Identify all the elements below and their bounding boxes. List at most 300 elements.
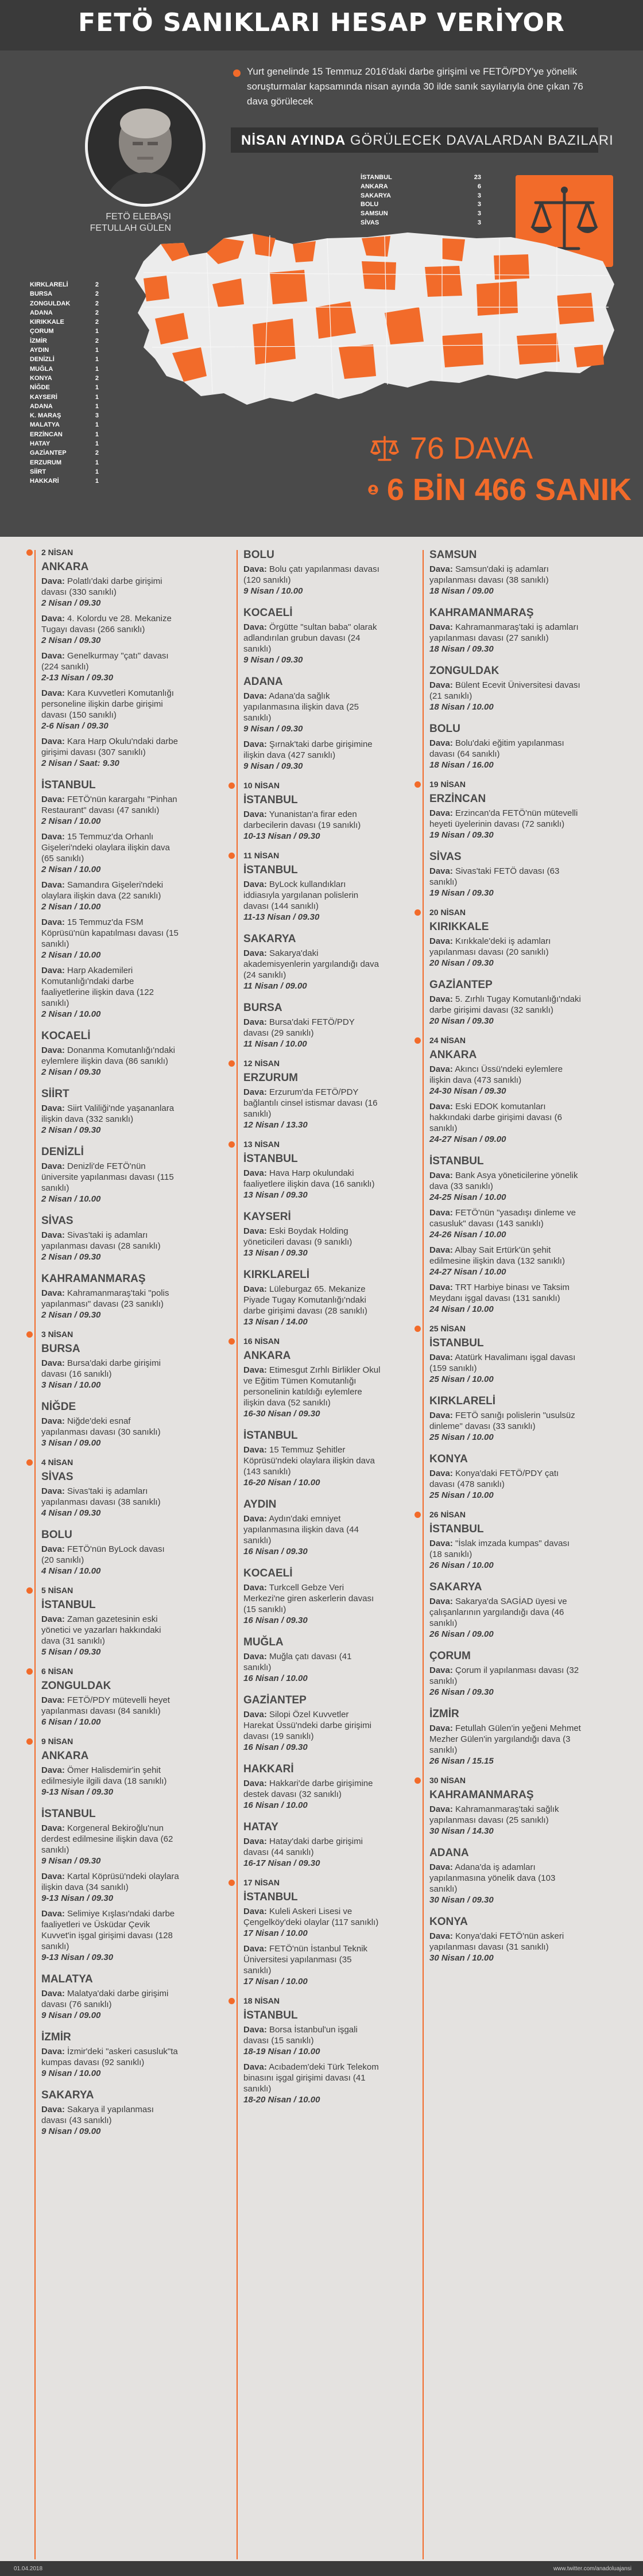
case-description: FETÖ'nün ByLock davası (20 sanıklı) <box>41 1544 165 1565</box>
case-description: FETÖ'nün "yasadışı dinleme ve casusluk" davası (143 sanıklı) <box>429 1208 576 1229</box>
city-heading: KONYA <box>429 1916 468 1928</box>
case-schedule: 26 Nisan / 09.00 <box>429 1629 494 1639</box>
case-label: Dava: <box>243 1168 267 1178</box>
city-block <box>41 1144 179 1204</box>
province-row <box>30 402 99 411</box>
date-heading <box>429 1323 581 1335</box>
case-description: Etimesgut Zırhlı Birlikler Okul ve Eğitim Tümen Komutanlığı personelinin katıldığı eylemlere ilişkin dava (52 sanıklı) <box>243 1365 381 1408</box>
case-count: 76 DAVA <box>410 431 533 466</box>
city-block <box>429 1509 581 1571</box>
case-label: Dava: <box>429 1411 453 1420</box>
case-schedule: 4 Nisan / 09.30 <box>41 1508 101 1518</box>
date-text: 13 NİSAN <box>243 1140 280 1149</box>
case-description: Albay Sait Ertürk'ün şehit edilmesine ilişkin dava (132 sanıklı) <box>429 1245 565 1266</box>
case-label: Dava: <box>429 1064 453 1074</box>
city-block <box>41 1806 179 1963</box>
case-label: Dava: <box>243 2062 267 2072</box>
date-text: 24 NİSAN <box>429 1036 466 1045</box>
case-description: 15 Temmuz'da FSM Köprüsü'nün kapatılması davası (15 sanıklı) <box>41 917 179 949</box>
case-schedule: 9-13 Nisan / 09.30 <box>41 1787 114 1797</box>
city-heading: BOLU <box>243 549 274 561</box>
province-count: 1 <box>95 356 99 363</box>
case-schedule: 2 Nisan / 09.30 <box>41 636 101 645</box>
case-description: Siirt Valiliği'nde yaşananlara ilişkin dava (332 sanıklı) <box>41 1103 175 1124</box>
city-block <box>429 605 581 654</box>
province-row <box>30 327 99 336</box>
case-label: Dava: <box>243 1445 267 1455</box>
city-block <box>429 1323 581 1385</box>
city-heading: SİVAS <box>41 1215 73 1227</box>
timeline-dot-icon <box>26 1331 33 1338</box>
case-description: Hakkari'de darbe girişimine destek davası (32 sanıklı) <box>243 1779 373 1799</box>
case-description: İzmir'deki "askeri casusluk"ta kumpas davası (92 sanıklı) <box>41 2047 178 2067</box>
case-description: Sivas'taki iş adamları yapılanması davası (28 sanıklı) <box>41 1230 161 1251</box>
case-description: Sivas'taki FETÖ davası (63 sanıklı) <box>429 866 560 887</box>
province-count: 3 <box>477 192 481 199</box>
date-heading <box>429 907 581 919</box>
case-entry <box>429 1468 581 1501</box>
city-heading: AYDIN <box>243 1498 277 1510</box>
case-description: Yunanistan'a firar eden darbecilerin davası (19 sanıklı) <box>243 809 361 830</box>
case-schedule: 2-13 Nisan / 09.30 <box>41 673 114 683</box>
case-description: Donanma Komutanlığı'ndaki eylemlere ilişkin dava (86 sanıklı) <box>41 1045 176 1066</box>
case-schedule: 2 Nisan / 10.00 <box>41 950 101 960</box>
case-schedule: 11-13 Nisan / 09.30 <box>243 912 320 922</box>
case-entry <box>41 1045 179 1078</box>
case-schedule: 19 Nisan / 09.30 <box>429 830 494 840</box>
city-block <box>429 663 581 712</box>
city-heading: SİVAS <box>429 851 462 863</box>
city-heading: SAKARYA <box>41 2089 94 2101</box>
province-name: SİİRT <box>30 468 47 475</box>
case-description: Turkcell Gebze Veri Merkezi'ne giren askerlerin davası (15 sanıklı) <box>243 1583 374 1614</box>
case-entry <box>429 1170 581 1203</box>
case-description: Bolu'daki eğitim yapılanması davası (64 sanıklı) <box>429 738 564 759</box>
case-label: Dava: <box>41 1989 65 1998</box>
timeline-line-3 <box>423 550 424 2559</box>
case-label: Dava: <box>41 832 65 842</box>
province-row <box>30 346 99 355</box>
case-description: Örgütte "sultan baba" olarak adlandırılan grubun davası (24 sanıklı) <box>243 622 377 654</box>
timeline-dot-icon <box>26 1587 33 1594</box>
case-description: FETÖ/PDY mütevelli heyet yapılanması davası (84 sanıklı) <box>41 1695 170 1716</box>
province-row <box>30 308 99 317</box>
city-block <box>243 1995 381 2105</box>
case-entry <box>41 1765 179 1798</box>
case-description: Bank Asya yöneticilerine yönelik dava (33 sanıklı) <box>429 1171 578 1191</box>
date-text: 25 NİSAN <box>429 1324 466 1333</box>
case-label: Dava: <box>41 1614 65 1624</box>
case-entry <box>243 1778 381 1811</box>
case-schedule: 26 Nisan / 10.00 <box>429 1560 494 1570</box>
case-entry <box>429 738 581 770</box>
page-title: FETÖ SANIKLARI HESAP VERİYOR <box>78 8 565 37</box>
case-label: Dava: <box>429 1931 453 1941</box>
case-schedule: 18-19 Nisan / 10.00 <box>243 2047 320 2056</box>
province-row <box>30 430 99 439</box>
city-block <box>243 1761 381 1811</box>
date-text: 10 NİSAN <box>243 781 280 790</box>
city-heading: ADANA <box>429 1847 469 1859</box>
province-count: 3 <box>477 219 481 226</box>
timeline-dot-icon <box>415 909 421 916</box>
case-label: Dava: <box>41 737 65 746</box>
case-label: Dava: <box>429 680 453 690</box>
case-entry <box>41 688 179 731</box>
case-label: Dava: <box>41 1288 65 1298</box>
case-description: Samandıra Gişeleri'ndeki olaylara ilişkin dava (22 sanıklı) <box>41 880 164 901</box>
city-heading: KOCAELİ <box>243 607 293 619</box>
date-heading <box>429 1775 581 1787</box>
city-heading: ÇORUM <box>429 1650 471 1662</box>
city-block <box>243 931 381 991</box>
case-entry <box>41 880 179 912</box>
case-description: 15 Temmuz Şehitler Köprüsü'ndeki olaylara ilişkin dava (143 sanıklı) <box>243 1445 375 1477</box>
case-schedule: 30 Nisan / 09.30 <box>429 1895 494 1905</box>
intro-text: Yurt genelinde 15 Temmuz 2016'daki darbe girişimi ve FETÖ/PDY'ye yönelik soruşturmalar kapsamında nisan ayında 30 ilde sanık sayılarıyla öne çıkan 76 dava görülecek <box>247 66 583 107</box>
case-label: Dava: <box>41 966 65 975</box>
case-entry <box>41 917 179 960</box>
case-description: Ömer Halisdemir'in şehit edilmesiyle ilgili dava (18 sanıklı) <box>41 1765 167 1786</box>
case-schedule: 25 Nisan / 10.00 <box>429 1374 494 1384</box>
case-description: Erzurum'da FETÖ/PDY bağlantılı cinsel istismar davası (16 sanıklı) <box>243 1087 378 1119</box>
case-schedule: 2 Nisan / 09.30 <box>41 1067 101 1077</box>
province-row <box>30 467 99 477</box>
province-row <box>30 336 99 346</box>
case-entry <box>41 613 179 646</box>
case-entry <box>41 1358 179 1390</box>
case-schedule: 13 Nisan / 09.30 <box>243 1248 308 1258</box>
timeline-dot-icon <box>228 853 235 859</box>
city-block <box>429 547 581 596</box>
timeline-line-2 <box>237 550 238 2559</box>
case-label: Dava: <box>429 1283 453 1292</box>
case-label: Dava: <box>429 738 453 748</box>
city-heading: MUĞLA <box>243 1636 284 1648</box>
province-row <box>30 317 99 327</box>
date-heading <box>41 1736 179 1748</box>
case-entry <box>429 680 581 712</box>
case-entry <box>41 1614 179 1657</box>
timeline-dot-icon <box>228 1141 235 1148</box>
case-schedule: 9 Nisan / 10.00 <box>243 586 303 596</box>
case-entry <box>429 1410 581 1443</box>
date-text: 11 NİSAN <box>243 851 280 860</box>
city-heading: ERZİNCAN <box>429 793 486 805</box>
case-schedule: 24-27 Nisan / 10.00 <box>429 1267 506 1277</box>
case-schedule: 24 Nisan / 10.00 <box>429 1304 494 1314</box>
city-heading: İZMİR <box>41 2031 71 2043</box>
city-heading: SAKARYA <box>243 933 296 945</box>
date-heading <box>41 1665 179 1678</box>
city-block <box>429 1913 581 1963</box>
date-text: 4 NİSAN <box>41 1458 73 1467</box>
date-heading <box>243 1877 381 1889</box>
date-text: 19 NİSAN <box>429 780 466 789</box>
case-entry <box>429 1862 581 1905</box>
case-entry <box>41 650 179 683</box>
city-heading: ANKARA <box>429 1049 477 1061</box>
case-entry <box>243 1709 381 1753</box>
city-heading: ZONGULDAK <box>429 665 499 677</box>
city-block <box>243 1427 381 1488</box>
case-label: Dava: <box>41 1416 65 1426</box>
case-schedule: 2 Nisan / 09.30 <box>41 598 101 608</box>
province-name: KONYA <box>30 374 52 382</box>
case-label: Dava: <box>243 1652 267 1661</box>
case-label: Dava: <box>41 917 65 927</box>
city-block <box>243 1565 381 1626</box>
province-name: SİVAS <box>361 219 379 226</box>
case-schedule: 18 Nisan / 16.00 <box>429 760 494 770</box>
city-block <box>429 1775 581 1837</box>
province-name: ADANA <box>30 309 53 316</box>
case-label: Dava: <box>243 1365 267 1375</box>
leader-caption-line2: FETULLAH GÜLEN <box>90 223 171 233</box>
city-block <box>243 1138 381 1200</box>
case-description: Bursa'daki darbe girişimi davası (16 sanıklı) <box>41 1358 161 1379</box>
bullet-icon <box>233 69 241 77</box>
city-heading: SİİRT <box>41 1088 69 1100</box>
case-label: Dava: <box>243 1514 267 1524</box>
case-schedule: 16-30 Nisan / 09.30 <box>243 1409 320 1419</box>
timeline-dot-icon <box>228 1998 235 2004</box>
case-schedule: 26 Nisan / 09.30 <box>429 1687 494 1697</box>
case-entry <box>429 936 581 969</box>
top-province-list <box>361 173 481 228</box>
city-heading: SAKARYA <box>429 1581 482 1593</box>
city-heading: İSTANBUL <box>243 1153 298 1165</box>
case-schedule: 2 Nisan / 10.00 <box>41 902 101 912</box>
case-description: Harp Akademileri Komutanlığı'ndaki darbe faaliyetlerine ilişkin dava (122 sanıklı) <box>41 966 154 1008</box>
case-entry <box>41 2046 179 2079</box>
city-block <box>429 907 581 969</box>
timeline-dot-icon <box>415 1326 421 1332</box>
case-entry <box>41 965 179 1020</box>
case-description: "İslak imzada kumpas" davası (18 sanıklı) <box>429 1539 570 1559</box>
city-heading: HAKKARİ <box>243 1763 294 1775</box>
case-entry <box>243 1444 381 1488</box>
case-label: Dava: <box>41 1872 65 1881</box>
case-entry <box>243 1168 381 1200</box>
city-heading: HATAY <box>243 1821 278 1833</box>
case-description: Polatlı'daki darbe girişimi davası (330 sanıklı) <box>41 576 162 597</box>
city-block <box>243 605 381 665</box>
province-row <box>30 383 99 392</box>
city-block <box>41 1665 179 1727</box>
case-label: Dava: <box>243 1087 267 1097</box>
case-description: Konya'daki FETÖ'nün askeri yapılanması davası (31 sanıklı) <box>429 1931 564 1952</box>
date-heading <box>243 1057 381 1070</box>
case-label: Dava: <box>243 2025 267 2035</box>
case-description: Kahramanmaraş'taki sağlık yapılanması davası (25 sanıklı) <box>429 1804 559 1825</box>
case-entry <box>429 808 581 840</box>
case-schedule: 16 Nisan / 10.00 <box>243 1800 308 1810</box>
city-block <box>41 1736 179 1798</box>
case-label: Dava: <box>429 1862 453 1872</box>
defendant-count-row <box>367 472 632 508</box>
case-description: Akıncı Üssü'ndeki eylemlere ilişkin dava (473 sanıklı) <box>429 1064 563 1085</box>
province-name: KAYSERİ <box>30 393 57 401</box>
date-text: 12 NİSAN <box>243 1059 280 1068</box>
case-entry <box>243 739 381 772</box>
case-label: Dava: <box>243 1944 267 1954</box>
case-schedule: 19 Nisan / 09.30 <box>429 888 494 898</box>
case-label: Dava: <box>429 1469 453 1478</box>
case-schedule: 9 Nisan / 09.30 <box>243 655 303 665</box>
case-description: Kahramanmaraş'taki "polis yapılanması" davası (23 sanıklı) <box>41 1288 169 1309</box>
case-label: Dava: <box>243 739 267 749</box>
city-heading: İSTANBUL <box>429 1523 484 1535</box>
date-heading <box>429 1509 581 1521</box>
case-entry <box>243 2062 381 2105</box>
leader-caption-line1: FETÖ ELEBAŞI <box>106 212 171 222</box>
case-schedule: 30 Nisan / 14.30 <box>429 1826 494 1836</box>
case-label: Dava: <box>429 1208 453 1218</box>
province-row <box>361 183 481 192</box>
case-schedule: 17 Nisan / 10.00 <box>243 1977 308 1986</box>
province-name: HATAY <box>30 440 51 448</box>
case-entry <box>429 1282 581 1315</box>
timeline-column-2 <box>243 547 381 2105</box>
case-label: Dava: <box>429 1171 453 1180</box>
city-block <box>243 1692 381 1753</box>
case-label: Dava: <box>243 880 267 889</box>
city-heading: SİVAS <box>41 1471 73 1483</box>
province-count: 1 <box>95 431 99 438</box>
timeline-column-1 <box>41 547 179 2137</box>
case-schedule: 9-13 Nisan / 09.30 <box>41 1953 114 1962</box>
case-label: Dava: <box>41 651 65 661</box>
case-entry <box>243 564 381 596</box>
case-label: Dava: <box>243 622 267 632</box>
case-label: Dava: <box>243 564 267 574</box>
case-entry <box>243 948 381 991</box>
case-entry <box>41 1416 179 1448</box>
case-entry <box>41 1161 179 1204</box>
person-icon <box>367 474 379 506</box>
footer-link: www.twitter.com/anadoluajansi <box>553 2566 632 2572</box>
case-schedule: 20 Nisan / 09.30 <box>429 1016 494 1026</box>
turkey-map <box>121 221 620 439</box>
province-count: 2 <box>95 309 99 316</box>
case-label: Dava: <box>429 1102 453 1111</box>
case-description: Muğla çatı davası (41 sanıklı) <box>243 1652 352 1672</box>
case-entry <box>429 1064 581 1097</box>
case-schedule: 30 Nisan / 10.00 <box>429 1953 494 1963</box>
case-entry <box>243 1087 381 1130</box>
case-description: Çorum il yapılanması davası (32 sanıklı) <box>429 1665 579 1686</box>
case-entry <box>243 1943 381 1987</box>
case-description: Eski EDOK komutanları hakkındaki darbe girişimi davası (6 sanıklı) <box>429 1102 562 1133</box>
case-entry <box>243 809 381 842</box>
date-text: 26 NİSAN <box>429 1510 466 1519</box>
case-schedule: 2 Nisan / Saat: 9.30 <box>41 758 119 768</box>
city-block <box>41 1270 179 1320</box>
province-row <box>30 299 99 308</box>
case-schedule: 24-30 Nisan / 09.30 <box>429 1086 506 1096</box>
city-block <box>243 1208 381 1258</box>
case-label: Dava: <box>243 1226 267 1236</box>
case-description: Bursa'daki FETÖ/PDY davası (29 sanıklı) <box>243 1017 355 1038</box>
province-count: 2 <box>95 374 99 382</box>
case-entry <box>41 1988 179 2021</box>
case-label: Dava: <box>429 1723 453 1733</box>
case-description: Kuleli Askeri Lisesi ve Çengelköy'deki olaylar (117 sanıklı) <box>243 1907 379 1927</box>
subtitle <box>241 133 614 149</box>
case-label: Dava: <box>243 948 267 958</box>
case-schedule: 20 Nisan / 09.30 <box>429 958 494 968</box>
case-description: 5. Zırhlı Tugay Komutanlığı'ndaki darbe girişimi davası (32 sanıklı) <box>429 994 581 1015</box>
province-name: ZONGULDAK <box>30 300 71 307</box>
case-entry <box>243 1284 381 1327</box>
province-row <box>30 374 99 383</box>
province-count: 1 <box>95 440 99 448</box>
case-label: Dava: <box>429 1353 453 1362</box>
city-block <box>41 1585 179 1657</box>
case-label: Dava: <box>243 809 267 819</box>
timeline-dot-icon <box>415 1512 421 1518</box>
case-schedule: 9 Nisan / 09.00 <box>41 2126 101 2136</box>
case-label: Dava: <box>41 614 65 623</box>
city-block <box>429 1579 581 1640</box>
case-schedule: 16 Nisan / 10.00 <box>243 1674 308 1683</box>
case-description: Sakarya'da SAGİAD üyesi ve çalışanlarının yargılandığı dava (46 sanıklı) <box>429 1597 567 1628</box>
case-description: Sakarya il yapılanması davası (43 sanıklı) <box>41 2105 154 2125</box>
date-text: 20 NİSAN <box>429 908 466 917</box>
case-entry <box>429 1245 581 1277</box>
case-label: Dava: <box>429 622 453 632</box>
province-count: 2 <box>95 281 99 288</box>
portrait-image <box>88 89 203 204</box>
case-entry <box>243 2024 381 2057</box>
case-description: Bülent Ecevit Üniversitesi davası (21 sanıklı) <box>429 680 580 701</box>
case-entry <box>41 1871 179 1904</box>
case-label: Dava: <box>429 1539 453 1548</box>
case-label: Dava: <box>429 994 453 1004</box>
case-schedule: 10-13 Nisan / 09.30 <box>243 831 320 841</box>
province-count: 1 <box>95 328 99 335</box>
province-count: 1 <box>95 478 99 485</box>
province-count: 2 <box>95 290 99 298</box>
case-label: Dava: <box>243 1837 267 1846</box>
city-block <box>41 1213 179 1262</box>
province-row <box>361 200 481 210</box>
case-schedule: 9 Nisan / 10.00 <box>41 2068 101 2078</box>
province-count: 23 <box>474 174 481 181</box>
case-schedule: 5 Nisan / 09.30 <box>41 1647 101 1657</box>
date-heading <box>41 1585 179 1597</box>
case-label: Dava: <box>243 1907 267 1916</box>
province-name: ÇORUM <box>30 328 54 335</box>
province-name: İSTANBUL <box>361 174 392 181</box>
timeline-dot-icon <box>26 1738 33 1745</box>
case-entry <box>41 1288 179 1320</box>
city-heading: MALATYA <box>41 1973 93 1985</box>
timeline-dot-icon <box>26 549 33 556</box>
date-heading <box>243 1138 381 1151</box>
case-entry <box>243 1513 381 1557</box>
case-label: Dava: <box>243 691 267 701</box>
city-heading: İSTANBUL <box>429 1337 484 1349</box>
date-heading <box>429 778 581 791</box>
case-label: Dava: <box>41 1045 65 1055</box>
city-heading: KAYSERİ <box>243 1211 291 1223</box>
province-count: 2 <box>95 319 99 326</box>
case-label: Dava: <box>41 688 65 698</box>
date-text: 6 NİSAN <box>41 1667 73 1676</box>
province-row <box>361 210 481 219</box>
